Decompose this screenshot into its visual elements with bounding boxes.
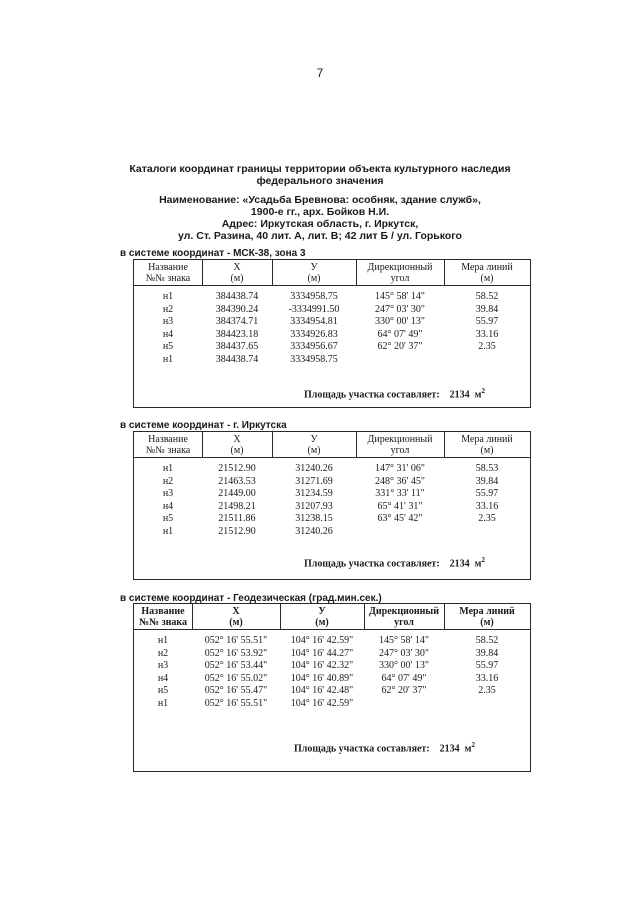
cell-angle: 247° 03' 30" — [375, 303, 425, 315]
table-row — [134, 635, 530, 647]
cell-name: н1 — [162, 526, 174, 537]
cell-y: 104° 16' 42.48" — [290, 685, 354, 697]
address-line1: Адрес: Иркутская область, г. Иркутск, — [221, 218, 419, 230]
cell-name: н5 — [162, 341, 174, 353]
cell-name: н1 — [162, 463, 174, 474]
table-row — [134, 526, 530, 538]
cell-y: 104° 16' 42.59" — [290, 698, 354, 709]
cell-x: 384374.71 — [215, 316, 259, 328]
area-unit: м — [474, 389, 482, 401]
col-y-line1: У — [310, 262, 318, 273]
cell-name: н1 — [162, 354, 174, 365]
table-row — [134, 685, 530, 697]
area-label: Площадь участка составляет: — [294, 743, 430, 755]
cell-name: н4 — [162, 500, 174, 512]
coordinate-table-msk38 — [133, 259, 531, 408]
cell-x: 21512.90 — [218, 526, 256, 537]
col-name-line1: Название — [148, 434, 188, 445]
cell-x: 052° 16' 55.47" — [204, 685, 268, 697]
cell-name: н5 — [162, 513, 174, 525]
cell-name: н2 — [157, 647, 169, 659]
cell-name: н1 — [162, 291, 174, 302]
cell-angle: 331° 33' 11" — [375, 488, 425, 500]
cell-length: 55.97 — [475, 316, 499, 328]
area-label: Площадь участка составляет: — [304, 389, 440, 401]
area-statement — [304, 556, 485, 569]
cell-length: 2.35 — [478, 685, 496, 697]
cell-angle: 247° 03' 30" — [379, 647, 429, 659]
cell-length: 58.53 — [475, 463, 499, 474]
cell-y: 31271.69 — [295, 475, 333, 487]
cell-length: 55.97 — [475, 660, 499, 672]
col-y-line1: У — [318, 606, 326, 617]
cell-y: 31234.59 — [295, 488, 333, 500]
area-unit-sup: 2 — [481, 556, 485, 564]
table-row — [134, 304, 530, 316]
cell-length: 58.52 — [475, 291, 499, 302]
cell-name: н3 — [162, 488, 174, 500]
col-x-line1: X — [233, 262, 241, 273]
col-length-line2: (м) — [480, 617, 494, 628]
cell-length: 39.84 — [475, 475, 499, 487]
table-header — [134, 432, 530, 458]
cell-name: н3 — [162, 316, 174, 328]
table-row — [134, 488, 530, 500]
col-angle-line2: угол — [394, 617, 414, 628]
cell-angle: 330° 00' 13" — [379, 660, 429, 672]
cell-length: 2.35 — [478, 513, 496, 525]
col-angle-line1: Дирекционный — [367, 262, 433, 273]
cell-x: 384423.18 — [215, 328, 259, 340]
table-row — [134, 501, 530, 513]
cell-angle: 145° 58' 14" — [379, 635, 429, 646]
table-row — [134, 291, 530, 303]
cell-y: 104° 16' 40.89" — [290, 672, 354, 684]
system-label-irkutsk: в системе координат - г. Иркутска — [120, 420, 287, 431]
cell-y: 31240.26 — [295, 526, 333, 537]
cell-name: н1 — [157, 635, 169, 646]
area-unit: м — [464, 743, 472, 755]
object-name-line2: 1900-е гг., арх. Бойков Н.И. — [250, 206, 390, 218]
cell-y: 3334954.81 — [290, 316, 338, 328]
table-row — [134, 513, 530, 525]
col-length-line1: Мера линий — [461, 262, 513, 273]
table-row — [134, 463, 530, 475]
table-row — [134, 698, 530, 710]
area-unit-sup: 2 — [481, 387, 485, 395]
cell-length: 39.84 — [475, 303, 499, 315]
cell-x: 384438.74 — [215, 354, 259, 365]
cell-x: 052° 16' 55.02" — [204, 672, 268, 684]
col-x-line1: X — [232, 606, 240, 617]
cell-name: н5 — [157, 685, 169, 697]
col-length-line2: (м) — [480, 445, 494, 456]
col-angle-line2: угол — [390, 445, 410, 456]
cell-y: -3334991.50 — [288, 303, 340, 315]
cell-name: н4 — [162, 328, 174, 340]
cell-angle: 65° 41' 31" — [377, 500, 423, 512]
cell-length: 2.35 — [478, 341, 496, 353]
col-x-line2: (м) — [230, 445, 244, 456]
cell-length: 33.16 — [475, 328, 499, 340]
cell-y: 3334956.67 — [290, 341, 338, 353]
area-value: 2134 — [439, 743, 460, 755]
cell-x: 384390.24 — [215, 303, 259, 315]
col-y-line2: (м) — [307, 273, 321, 284]
cell-x: 384437.65 — [215, 341, 259, 353]
cell-y: 104° 16' 42.32" — [290, 660, 354, 672]
cell-length: 33.16 — [475, 672, 499, 684]
cell-angle: 64° 07' 49" — [377, 328, 423, 340]
area-unit: м — [474, 558, 482, 570]
col-angle-line2: угол — [390, 273, 410, 284]
table-row — [134, 329, 530, 341]
cell-length: 39.84 — [475, 647, 499, 659]
cell-x: 21511.86 — [218, 513, 256, 525]
cell-length: 58.52 — [475, 635, 499, 646]
area-statement — [294, 741, 475, 754]
col-name-line2: №№ знака — [145, 445, 191, 456]
coordinate-table-geodetic — [133, 603, 531, 772]
area-value: 2134 — [449, 558, 470, 570]
cell-angle: 63° 45' 42" — [377, 513, 423, 525]
col-y-line2: (м) — [307, 445, 321, 456]
cell-y: 104° 16' 42.59" — [290, 635, 354, 646]
area-value: 2134 — [449, 389, 470, 401]
cell-y: 3334958.75 — [290, 291, 338, 302]
table-row — [134, 648, 530, 660]
cell-angle: 62° 20' 37" — [381, 685, 427, 697]
col-x-line1: X — [233, 434, 241, 445]
col-name-line1: Название — [141, 606, 185, 617]
coordinate-table-irkutsk — [133, 431, 531, 580]
page-number: 7 — [316, 66, 324, 80]
table-header — [134, 604, 530, 630]
cell-x: 21512.90 — [218, 463, 256, 474]
col-y-line1: У — [310, 434, 318, 445]
cell-y: 31240.26 — [295, 463, 333, 474]
cell-angle: 62° 20' 37" — [377, 341, 423, 353]
table-row — [134, 341, 530, 353]
col-angle-line1: Дирекционный — [367, 434, 433, 445]
cell-name: н4 — [157, 672, 169, 684]
col-name-line2: №№ знака — [145, 273, 191, 284]
cell-length: 55.97 — [475, 488, 499, 500]
cell-angle: 64° 07' 49" — [381, 672, 427, 684]
col-x-line2: (м) — [230, 273, 244, 284]
cell-x: 052° 16' 53.92" — [204, 647, 268, 659]
table-row — [134, 476, 530, 488]
catalog-title-line2: федерального значения — [256, 175, 384, 187]
col-length-line2: (м) — [480, 273, 494, 284]
col-angle-line1: Дирекционный — [368, 606, 440, 617]
cell-x: 384438.74 — [215, 291, 259, 302]
col-name-line2: №№ знака — [139, 617, 187, 628]
cell-name: н3 — [157, 660, 169, 672]
cell-y: 31207.93 — [295, 500, 333, 512]
cell-y: 104° 16' 44.27" — [290, 647, 354, 659]
table-row — [134, 354, 530, 366]
cell-y: 31238.15 — [295, 513, 333, 525]
area-unit-sup: 2 — [471, 741, 475, 749]
cell-angle: 330° 00' 13" — [375, 316, 425, 328]
area-statement — [304, 387, 485, 400]
col-length-line1: Мера линий — [461, 434, 513, 445]
table-header — [134, 260, 530, 286]
area-label: Площадь участка составляет: — [304, 558, 440, 570]
cell-y: 3334958.75 — [290, 354, 338, 365]
cell-name: н2 — [162, 303, 174, 315]
cell-angle: 147° 31' 06" — [375, 463, 425, 474]
cell-x: 052° 16' 55.51" — [204, 635, 268, 646]
col-length-line1: Мера линий — [459, 606, 515, 617]
col-y-line2: (м) — [315, 617, 329, 628]
object-name-line1: Наименование: «Усадьба Бревнова: особняк, здание служб», — [159, 194, 481, 206]
system-label-geodetic: в системе координат - Геодезическая (град.мин.сек.) — [120, 593, 382, 604]
cell-name: н1 — [157, 698, 169, 709]
cell-x: 21449.00 — [218, 488, 256, 500]
cell-length: 33.16 — [475, 500, 499, 512]
cell-x: 052° 16' 53.44" — [204, 660, 268, 672]
address-line2: ул. Ст. Разина, 40 лит. А, лит. В; 42 лит Б / ул. Горького — [178, 230, 462, 242]
cell-y: 3334926.83 — [290, 328, 338, 340]
col-x-line2: (м) — [229, 617, 243, 628]
system-label-msk38: в системе координат - МСК-38, зона 3 — [120, 248, 306, 259]
table-row — [134, 660, 530, 672]
catalog-title-line1: Каталоги координат границы территории объекта культурного наследия — [129, 163, 511, 175]
cell-x: 21498.21 — [218, 500, 256, 512]
table-row — [134, 316, 530, 328]
cell-x: 052° 16' 55.51" — [204, 698, 268, 709]
cell-name: н2 — [162, 475, 174, 487]
cell-angle: 248° 36' 45" — [375, 475, 425, 487]
col-name-line1: Название — [148, 262, 188, 273]
cell-angle: 145° 58' 14" — [375, 291, 425, 302]
table-row — [134, 673, 530, 685]
cell-x: 21463.53 — [218, 475, 256, 487]
